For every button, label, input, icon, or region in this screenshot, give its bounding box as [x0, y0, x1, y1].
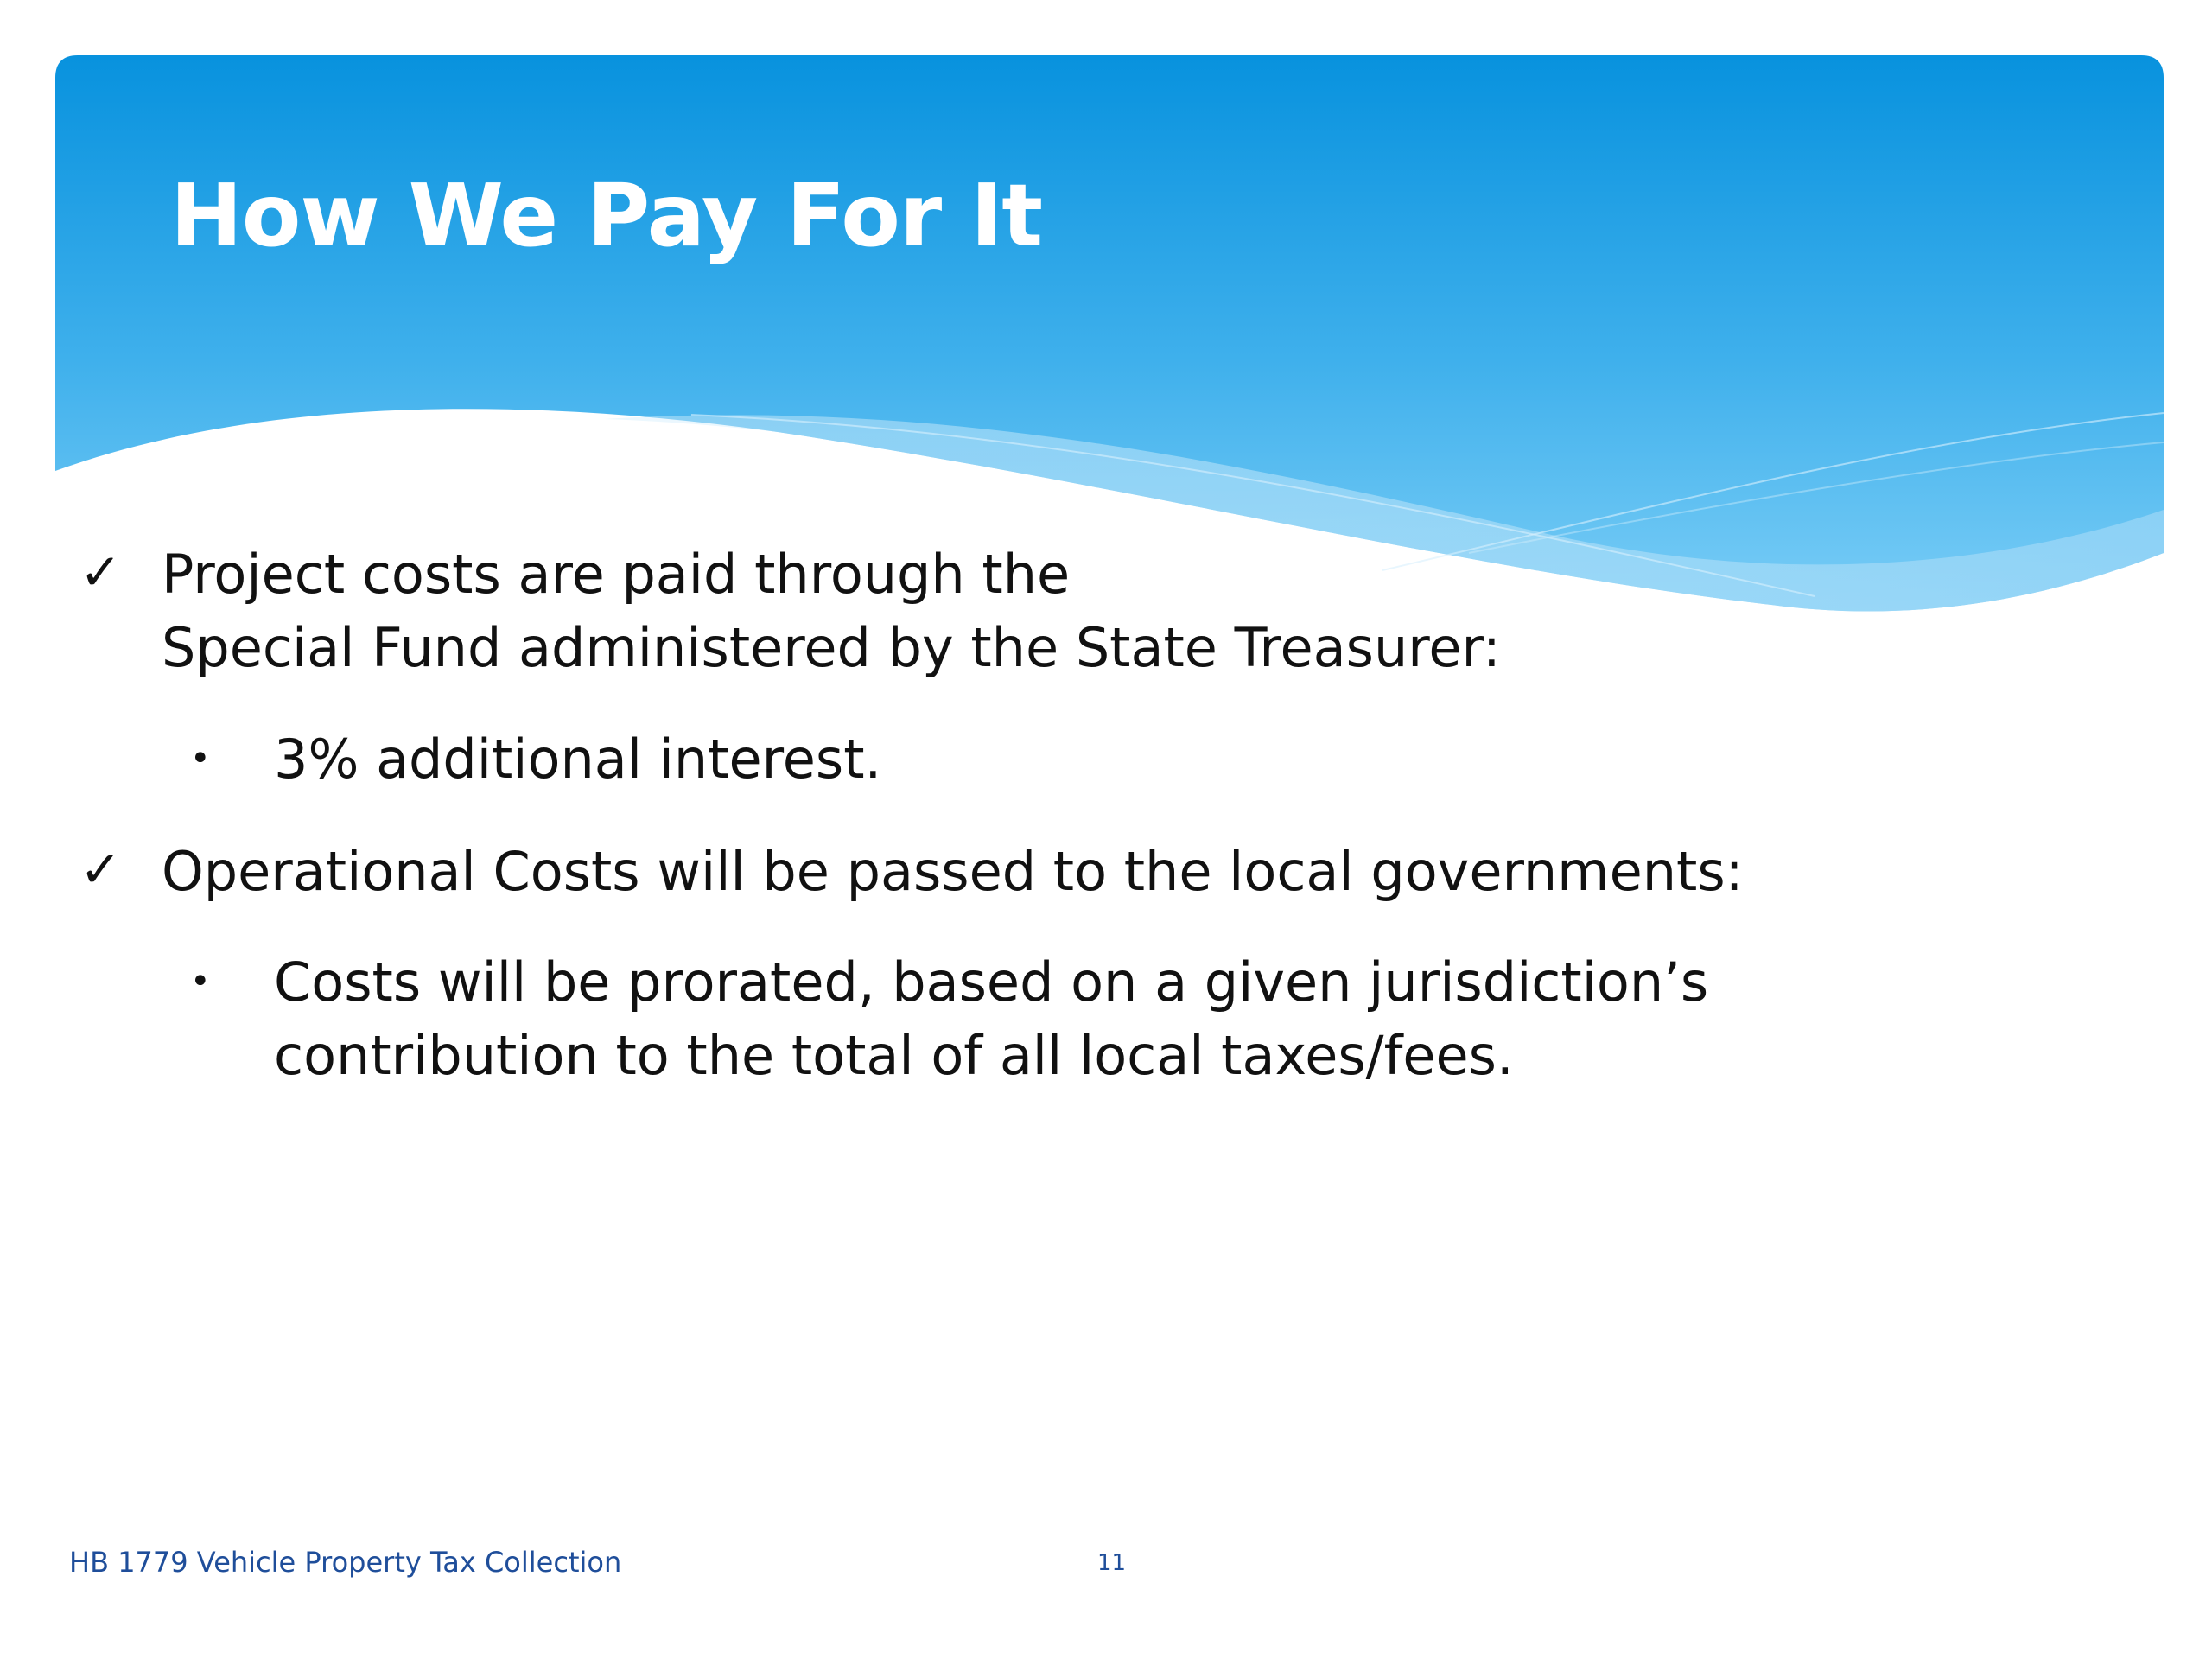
- checkmark-icon: ✓: [79, 840, 122, 899]
- bullet-1-line-1: Project costs are paid through the: [162, 543, 1071, 606]
- bullet-2-line-1: Operational Costs will be passed to the local governments:: [162, 840, 1744, 903]
- bullet-dot-icon: •: [190, 962, 211, 1001]
- bullet-1-line-2: Special Fund administered by the State Treasurer:: [162, 616, 1501, 679]
- footer-text: HB 1779 Vehicle Property Tax Collection: [69, 1546, 622, 1579]
- slide-title: How We Pay For It: [170, 165, 1043, 266]
- sub-bullet-2-line-1: Costs will be prorated, based on a given jurisdiction’s: [274, 950, 1709, 1014]
- bullet-dot-icon: •: [190, 739, 211, 779]
- checkmark-icon: ✓: [79, 543, 122, 601]
- sub-bullet-1-line-1: 3% additional interest.: [274, 728, 882, 791]
- page-number: 11: [1097, 1550, 1127, 1576]
- sub-bullet-2-line-2: contribution to the total of all local taxes/fees.: [274, 1024, 1514, 1087]
